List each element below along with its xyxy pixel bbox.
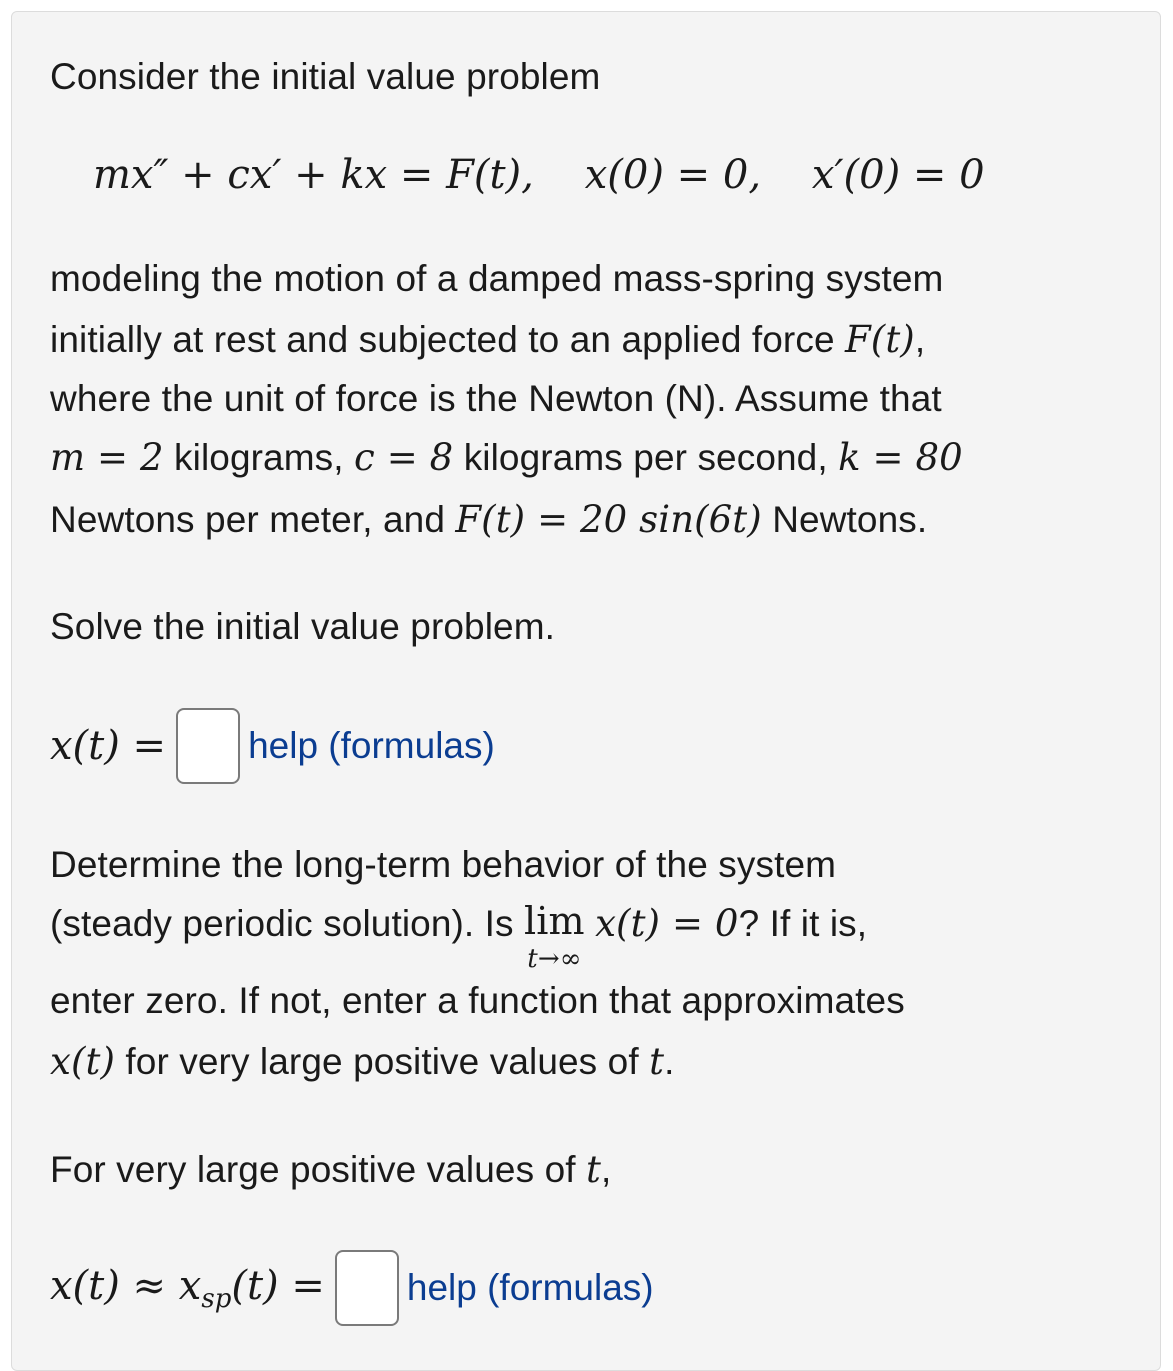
description-line-1: modeling the motion of a damped mass-spring system [50,258,944,299]
task1-answer-row [50,708,495,784]
task3-prompt [50,1148,611,1191]
spring-constant-value: k = 80 [838,436,963,479]
spring-constant-unit: Newtons per meter, and [50,499,456,540]
mass-value: m = 2 [50,436,164,479]
task3-label [50,1263,325,1314]
task3-label-pre: x(t) ≈ x [50,1262,202,1309]
task3-answer-input[interactable] [335,1250,399,1326]
task1-answer-input[interactable] [176,708,240,784]
task1-prompt: Solve the initial value problem. [50,606,556,647]
description-line-2-text: initially at rest and subjected to an applied force [50,319,835,360]
limit-expression [524,899,585,974]
task3-label-post: (t) = [231,1262,325,1309]
ivp-initial-condition-position: x(0) = 0, [584,152,762,198]
intro-text: Consider the initial value problem [50,56,601,97]
task3-prompt-end: , [600,1149,612,1190]
description-line-5 [50,498,927,541]
task3-prompt-text: For very large positive values of [50,1149,587,1190]
task3-prompt-var: t [586,1148,601,1191]
ivp-initial-condition-velocity: x′(0) = 0 [811,152,985,198]
mass-unit: kilograms, [163,437,355,478]
task3-label-sub: sp [201,1283,232,1314]
task2-line-4 [50,1040,674,1083]
limit-word: lim [524,899,585,943]
task2-line-2-pre: (steady periodic solution). Is [50,903,525,944]
ivp-equation [93,152,985,198]
task1-help-link[interactable]: help (formulas) [248,725,495,766]
forcing-function: F(t) = 20 sin(6t) [455,498,762,541]
task2-line-1: Determine the long-term behavior of the system [50,844,837,885]
task3-help-link[interactable]: help (formulas) [406,1267,654,1308]
limit-body: x(t) = 0 [595,902,739,945]
task1-label: x(t) = [50,723,167,769]
task2-line-4-var: t [649,1040,665,1083]
task2-line-3: enter zero. If not, enter a function that approximates [50,980,905,1021]
task3-answer-row [50,1250,654,1326]
description-line-2 [50,318,925,361]
forcing-unit: Newtons. [761,499,928,540]
ivp-differential-equation: mx″ + cx′ + kx = F(t), [93,152,534,198]
damping-value: c = 8 [354,436,454,479]
description-line-4 [50,436,963,479]
description-line-2-comma: , [914,319,926,360]
task2-line-2-post: ? If it is, [738,903,868,944]
limit-subscript: t→∞ [527,944,582,974]
task2-line-4-text: for very large positive values of [115,1041,650,1082]
description-line-3: where the unit of force is the Newton (N). Assume that [50,378,942,419]
damping-unit: kilograms per second, [453,437,839,478]
task2-line-4-math: x(t) [50,1040,116,1083]
task2-line-2 [50,899,868,974]
task2-line-4-end: . [664,1041,675,1082]
applied-force-symbol: F(t) [845,318,915,361]
